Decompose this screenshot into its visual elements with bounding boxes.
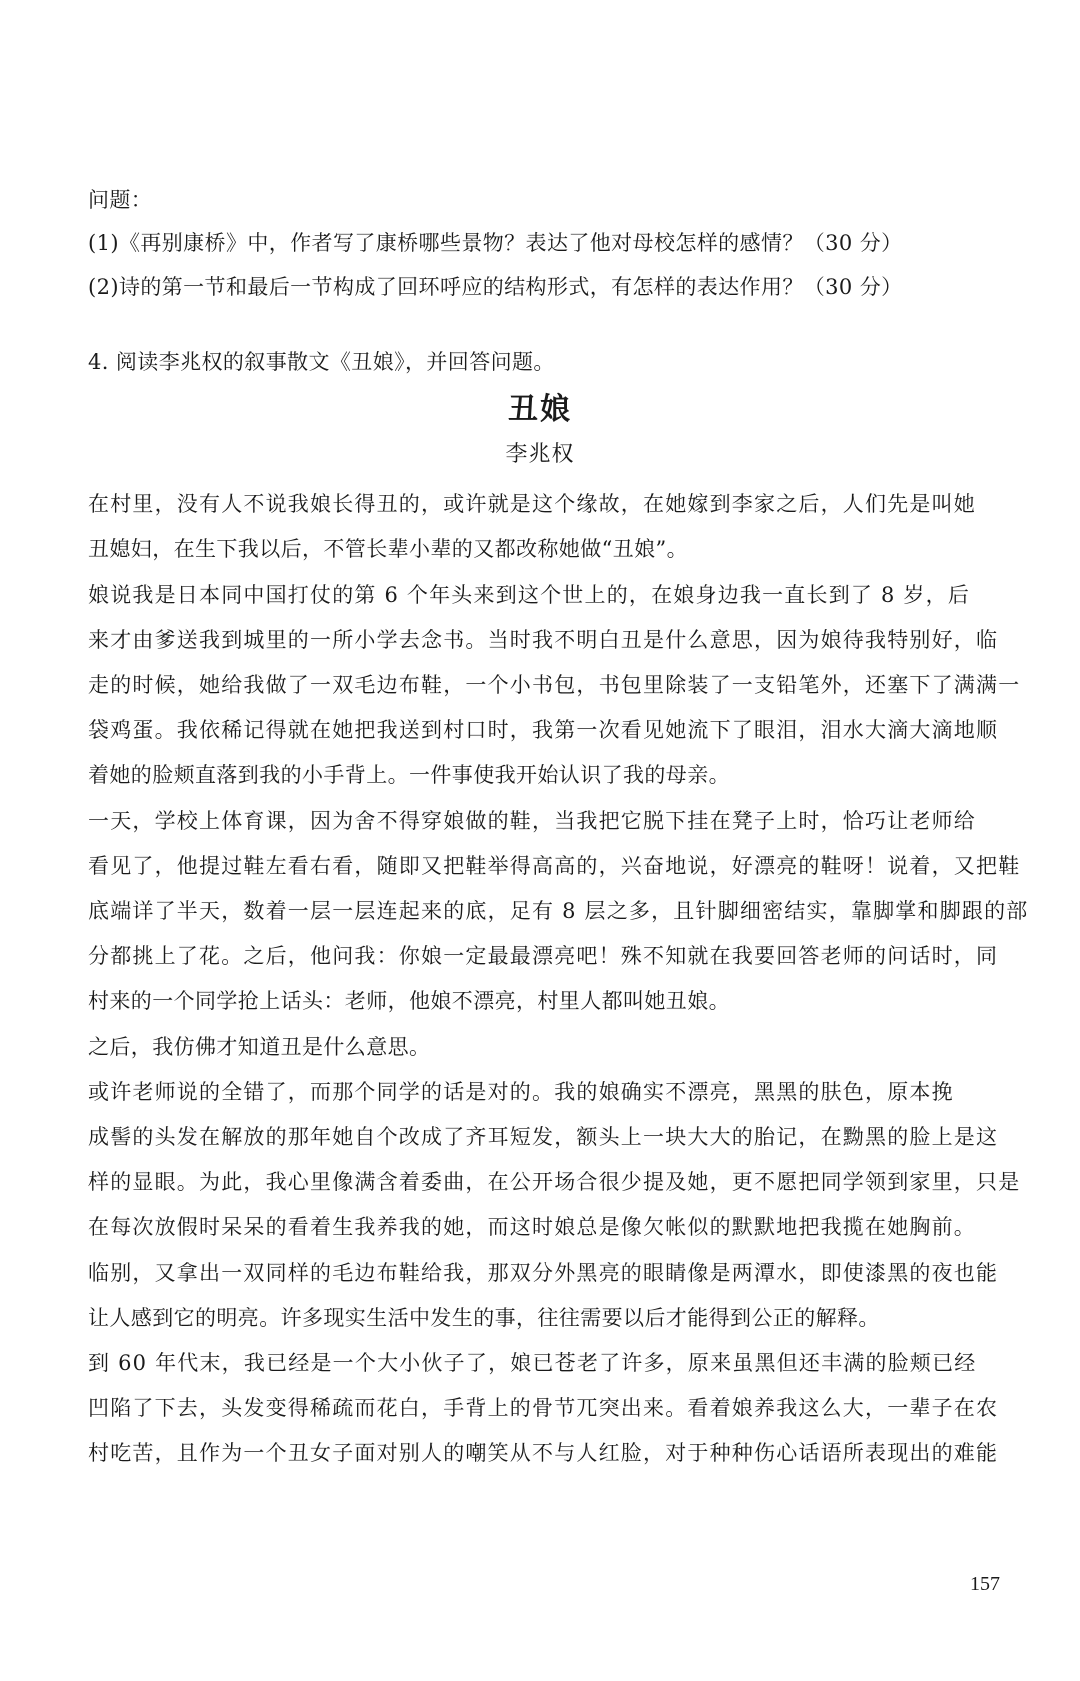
essay-line: 分都挑上了花。之后，他问我：你娘一定最最漂亮吧！殊不知就在我要回答老师的问话时，同 [88,944,999,968]
essay-line: 到 60 年代末，我已经是一个大小伙子了，娘已苍老了许多，原来虽黑但还丰满的脸颊已经 [88,1351,977,1375]
page-number: 157 [970,1573,1000,1595]
question-2: (2)诗的第一节和最后一节构成了回环呼应的结构形式，有怎样的表达作用？（30 分） [88,275,903,299]
essay-line: 走的时候，她给我做了一双毛边布鞋，一个小书包，书包里除装了一支铅笔外，还塞下了满满一 [88,673,1021,697]
essay-line: 娘说我是日本同中国打仗的第 6 个年头来到这个世上的，在娘身边我一直长到了 8 岁，后 [88,583,971,607]
essay-line: 临别，又拿出一双同样的毛边布鞋给我，那双分外黑亮的眼睛像是两潭水，即使漆黑的夜也能 [88,1261,999,1285]
essay-line: 或许老师说的全错了，而那个同学的话是对的。我的娘确实不漂亮，黑黑的肤色，原本挽 [88,1080,954,1104]
questions-header: 问题： [88,188,153,212]
essay-line: 村来的一个同学抢上话头：老师，他娘不漂亮，村里人都叫她丑娘。 [88,989,730,1013]
essay-line: 着她的脸颊直落到我的小手背上。一件事使我开始认识了我的母亲。 [88,763,730,787]
essay-line: 之后，我仿佛才知道丑是什么意思。 [88,1035,431,1059]
essay-line: 成髻的头发在解放的那年她自个改成了齐耳短发，额头上一块大大的胎记，在黝黑的脸上是这 [88,1125,999,1149]
essay-line: 村吃苦，且作为一个丑女子面对别人的嘲笑从不与人红脸，对于种种伤心话语所表现出的难能 [88,1441,999,1465]
essay-line: 样的显眼。为此，我心里像满含着委曲，在公开场合很少提及她，更不愿把同学领到家里，只是 [88,1170,1021,1194]
essay-line: 底端详了半天，数着一层一层连起来的底，足有 8 层之多，且针脚细密结实，靠脚掌和脚跟的部 [88,899,1029,923]
essay-author: 李兆权 [505,442,575,467]
question-1: (1)《再别康桥》中，作者写了康桥哪些景物？表达了他对母校怎样的感情？（30 分） [88,231,903,255]
essay-title: 丑娘 [508,392,572,427]
essay-line: 丑媳妇，在生下我以后，不管长辈小辈的又都改称她做“丑娘”。 [88,537,689,561]
essay-line: 看见了，他提过鞋左看右看，随即又把鞋举得高高的，兴奋地说，好漂亮的鞋呀！说着，又把鞋 [88,854,1021,878]
essay-line: 袋鸡蛋。我依稀记得就在她把我送到村口时，我第一次看见她流下了眼泪，泪水大滴大滴地顺 [88,718,999,742]
essay-line: 凹陷了下去，头发变得稀疏而花白，手背上的骨节兀突出来。看着娘养我这么大，一辈子在农 [88,1396,999,1420]
essay-line: 在村里，没有人不说我娘长得丑的，或许就是这个缘故，在她嫁到李家之后，人们先是叫她 [88,492,976,516]
task-4-prompt: 4. 阅读李兆权的叙事散文《丑娘》，并回答问题。 [88,350,555,374]
essay-line: 一天，学校上体育课，因为舍不得穿娘做的鞋，当我把它脱下挂在凳子上时，恰巧让老师给 [88,809,976,833]
essay-line: 在每次放假时呆呆的看着生我养我的她，而这时娘总是像欠帐似的默默地把我揽在她胸前。 [88,1215,976,1239]
essay-line: 来才由爹送我到城里的一所小学去念书。当时我不明白丑是什么意思，因为娘待我特别好，临 [88,628,999,652]
essay-line: 让人感到它的明亮。许多现实生活中发生的事，往往需要以后才能得到公正的解释。 [88,1306,880,1330]
